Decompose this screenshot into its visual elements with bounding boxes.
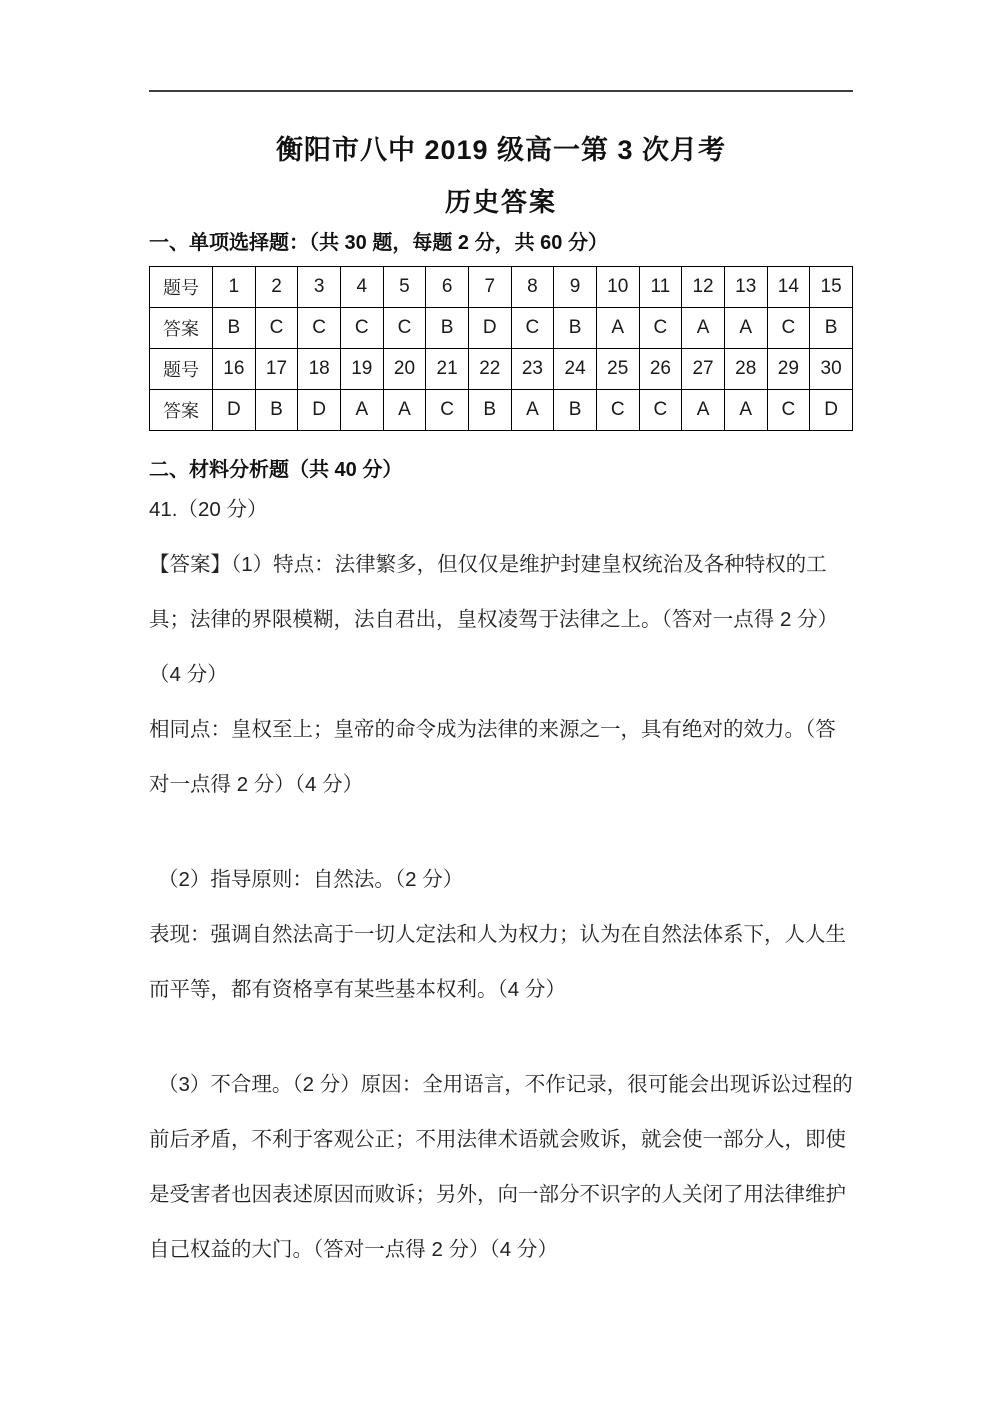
table-cell: 29 [767, 349, 810, 390]
table-cell: B [468, 390, 511, 431]
table-cell: C [511, 308, 554, 349]
table-row-label: 答案 [150, 308, 213, 349]
table-cell: 9 [554, 267, 597, 308]
table-cell: D [213, 390, 256, 431]
table-cell: 23 [511, 349, 554, 390]
table-cell: B [426, 308, 469, 349]
table-cell: C [426, 390, 469, 431]
table-cell: 24 [554, 349, 597, 390]
table-cell: B [554, 308, 597, 349]
table-row [150, 267, 853, 308]
table-cell: C [340, 308, 383, 349]
table-cell: 26 [639, 349, 682, 390]
table-cell: C [767, 308, 810, 349]
answer-paragraph-5-reason: （3）不合理。（2 分）原因：全用语言，不作记录，很可能会出现诉讼过程的前后矛盾，不利于客观公正；不用法律术语就会败诉，就会使一部分人，即使是受害者也因表述原因而败诉；另外，向一部分不识字的人关闭了用法律维护自己权益的大门。（答对一点得 2 分）（4 分） [149, 1073, 853, 1261]
table-row-label: 题号 [150, 349, 213, 390]
table-cell: C [298, 308, 341, 349]
table-cell: 14 [767, 267, 810, 308]
table-cell: A [596, 308, 639, 349]
top-divider [149, 90, 853, 92]
table-cell: A [383, 390, 426, 431]
table-cell: 15 [810, 267, 853, 308]
table-cell: 1 [213, 267, 256, 308]
table-cell: 25 [596, 349, 639, 390]
table-cell: D [810, 390, 853, 431]
table-cell: D [468, 308, 511, 349]
table-cell: 5 [383, 267, 426, 308]
table-cell: B [554, 390, 597, 431]
answer-paragraph-4-manifestation: 表现：强调自然法高于一切人定法和人为权力；认为在自然法体系下，人人生而平等，都有资格享有某些基本权利。（4 分） [149, 923, 846, 1001]
table-cell: 4 [340, 267, 383, 308]
table-cell: 22 [468, 349, 511, 390]
table-row-label: 答案 [150, 390, 213, 431]
table-row [150, 390, 853, 431]
table-cell: C [639, 308, 682, 349]
table-cell: 28 [724, 349, 767, 390]
document-title: 衡阳市八中 2019 级高一第 3 次月考 [275, 135, 727, 165]
table-row [150, 308, 853, 349]
answer-table-body [150, 267, 853, 431]
table-cell: 2 [255, 267, 298, 308]
answer-paragraph-1-features: 【答案】（1）特点：法律繁多，但仅仅是维护封建皇权统治及各种特权的工具；法律的界限模糊，法自君出，皇权凌驾于法律之上。（答对一点得 2 分）（4 分） [149, 553, 839, 686]
table-cell: A [682, 308, 725, 349]
section-choice-heading: 一、单项选择题：（共 30 题，每题 2 分，共 60 分） [149, 232, 608, 254]
table-cell: 7 [468, 267, 511, 308]
section-material-heading: 二、材料分析题（共 40 分） [149, 459, 403, 481]
table-cell: A [682, 390, 725, 431]
table-cell: 13 [724, 267, 767, 308]
table-cell: C [767, 390, 810, 431]
table-cell: 12 [682, 267, 725, 308]
table-cell: A [724, 390, 767, 431]
answer-paragraph-3-principle: （2）指导原则：自然法。（2 分） [158, 868, 464, 891]
table-cell: 18 [298, 349, 341, 390]
table-cell: 10 [596, 267, 639, 308]
table-cell: C [639, 390, 682, 431]
table-cell: A [511, 390, 554, 431]
table-cell: 3 [298, 267, 341, 308]
document-subtitle: 历史答案 [444, 187, 557, 217]
table-cell: B [810, 308, 853, 349]
table-cell: C [383, 308, 426, 349]
table-cell: 21 [426, 349, 469, 390]
table-row [150, 349, 853, 390]
table-cell: C [596, 390, 639, 431]
table-cell: D [298, 390, 341, 431]
table-cell: C [255, 308, 298, 349]
table-cell: 6 [426, 267, 469, 308]
table-cell: 19 [340, 349, 383, 390]
table-cell: 8 [511, 267, 554, 308]
table-cell: 17 [255, 349, 298, 390]
table-cell: 20 [383, 349, 426, 390]
answer-paragraph-2-similarities: 相同点：皇权至上；皇帝的命令成为法律的来源之一，具有绝对的效力。（答对一点得 2 分）（4 分） [149, 718, 836, 796]
table-cell: B [213, 308, 256, 349]
table-cell: A [340, 390, 383, 431]
table-cell: 30 [810, 349, 853, 390]
table-cell: B [255, 390, 298, 431]
table-row-label: 题号 [150, 267, 213, 308]
question-41-label: 41.（20 分） [149, 498, 268, 521]
table-cell: A [724, 308, 767, 349]
document-content [149, 0, 853, 1277]
answer-table [149, 266, 853, 431]
table-cell: 11 [639, 267, 682, 308]
table-cell: 27 [682, 349, 725, 390]
table-cell: 16 [213, 349, 256, 390]
